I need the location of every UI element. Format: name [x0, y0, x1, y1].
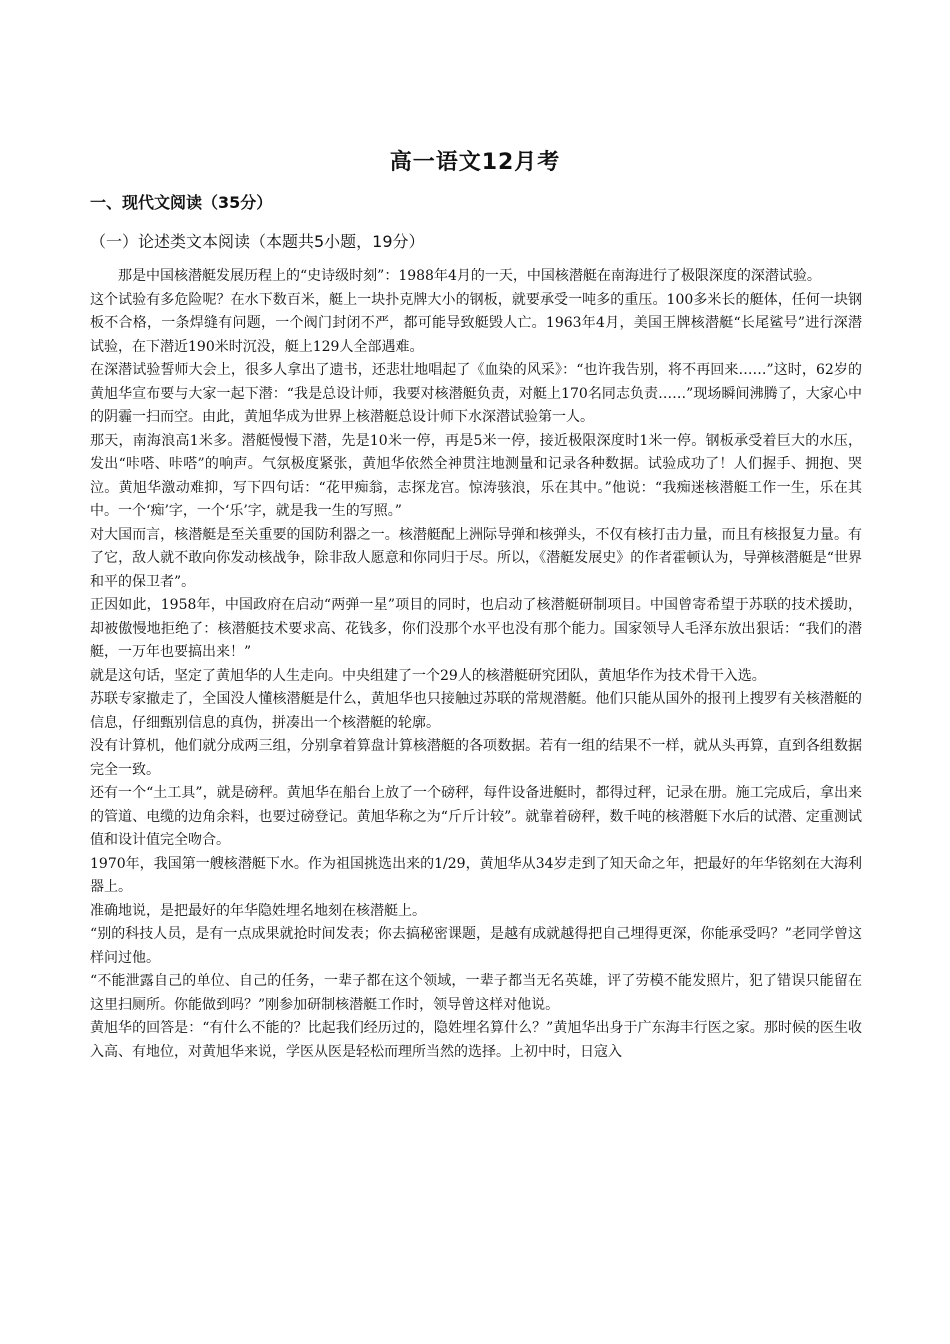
- paragraph: “不能泄露自己的单位、自己的任务，一辈子都在这个领域，一辈子都当无名英雄，评了劳模不能发照片，犯了错误只能留在这里扫厕所。你能做到吗？”刚参加研制核潜艇工作时，领导曾这样对他说。: [90, 973, 862, 1013]
- paragraph: 那是中国核潜艇发展历程上的“史诗级时刻”：1988年4月的一天，中国核潜艇在南海进行了极限深度的深潜试验。: [118, 268, 821, 284]
- paragraph: 准确地说，是把最好的年华隐姓埋名地刻在核潜艇上。: [90, 902, 426, 919]
- sub-heading: （一）论述类文本阅读（本题共5小题，19分）: [90, 232, 425, 251]
- paragraph: 在深潜试验誓师大会上，很多人拿出了遗书，还悲壮地唱起了《血染的风采》：“也许我告别，将不再回来……”这时，62岁的黄旭华宣布要与大家一起下潜：“我是总设计师，我要对核潜艇负责，对艇上170名同志负责……”现场瞬间沸腾了，大家心中的阴霾一扫而空。由此，黄旭华成为世界上核潜艇总设计师下水深潜试验第一人。: [90, 362, 862, 425]
- paragraph: 还有一个“土工具”，就是磅秤。黄旭华在船台上放了一个磅秤，每件设备进艇时，都得过秤，记录在册。施工完成后，拿出来的管道、电缆的边角余料，也要过磅登记。黄旭华称之为“斤斤计较”。就靠着磅秤，数千吨的核潜艇下水后的试潜、定重测试值和设计值完全吻合。: [90, 785, 862, 848]
- paragraph: 苏联专家撤走了，全国没人懂核潜艇是什么，黄旭华也只接触过苏联的常规潜艇。他们只能从国外的报刊上搜罗有关核潜艇的信息，仔细甄别信息的真伪，拼凑出一个核潜艇的轮廓。: [90, 691, 862, 731]
- paragraph: “别的科技人员，是有一点成果就抢时间发表；你去搞秘密课题，是越有成就越得把自己埋得更深，你能承受吗？”老同学曾这样问过他。: [90, 926, 862, 966]
- paragraph: 黄旭华的回答是：“有什么不能的？比起我们经历过的，隐姓埋名算什么？”黄旭华出身于广东海丰行医之家。那时候的医生收入高、有地位，对黄旭华来说，学医从医是轻松而理所当然的选择。上初中时，日寇入: [90, 1020, 862, 1060]
- paragraph: 正因如此，1958年，中国政府在启动“两弹一星”项目的同时，也启动了核潜艇研制项目。中国曾寄希望于苏联的技术援助，却被傲慢地拒绝了：核潜艇技术要求高、花钱多，你们没那个水平也没有那个能力。国家领导人毛泽东放出狠话：“我们的潜艇，一万年也要搞出来！”: [90, 597, 862, 660]
- paragraph: 1970年，我国第一艘核潜艇下水。作为祖国挑选出来的1/29，黄旭华从34岁走到了知天命之年，把最好的年华铭刻在大海利器上。: [90, 855, 862, 895]
- paragraph: 那天，南海浪高1米多。潜艇慢慢下潜，先是10米一停，再是5米一停，接近极限深度时1米一停。钢板承受着巨大的水压，发出“咔嗒、咔嗒”的响声。气氛极度紧张，黄旭华依然全神贯注地测量和记录各种数据。试验成功了！人们握手、拥抱、哭泣。黄旭华激动难抑，写下四句话：“花甲痴翁，志探龙宫。惊涛骇浪，乐在其中。”他说：“我痴迷核潜艇工作一生，乐在其中。一个‘痴’字，一个‘乐’字，就是我一生的写照。”: [90, 432, 862, 519]
- paragraph: 就是这句话，坚定了黄旭华的人生走向。中央组建了一个29人的核潜艇研究团队，黄旭华作为技术骨干入选。: [90, 667, 766, 684]
- paragraph: 这个试验有多危险呢？在水下数百米，艇上一块扑克牌大小的钢板，就要承受一吨多的重压。100多米长的艇体，任何一块钢板不合格，一条焊缝有问题，一个阀门封闭不严，都可能导致艇毁人亡。1963年4月，美国王牌核潜艇“长尾鲨号”进行深潜试验，在下潜近190米时沉没，艇上129人全部遇难。: [90, 291, 862, 355]
- paragraph: 对大国而言，核潜艇是至关重要的国防利器之一。核潜艇配上洲际导弹和核弹头，不仅有核打击力量，而且有核报复力量。有了它，敌人就不敢向你发动核战争，除非敌人愿意和你同归于尽。所以，《潜艇发展史》的作者霍顿认为，导弹核潜艇是“世界和平的保卫者”。: [90, 526, 862, 590]
- paragraph: 没有计算机，他们就分成两三组，分别拿着算盘计算核潜艇的各项数据。若有一组的结果不一样，就从头再算，直到各组数据完全一致。: [90, 738, 862, 778]
- article-body: [90, 265, 862, 1064]
- section-heading: 一、现代文阅读（35分）: [90, 193, 273, 212]
- document-title: 高一语文12月考: [389, 150, 561, 175]
